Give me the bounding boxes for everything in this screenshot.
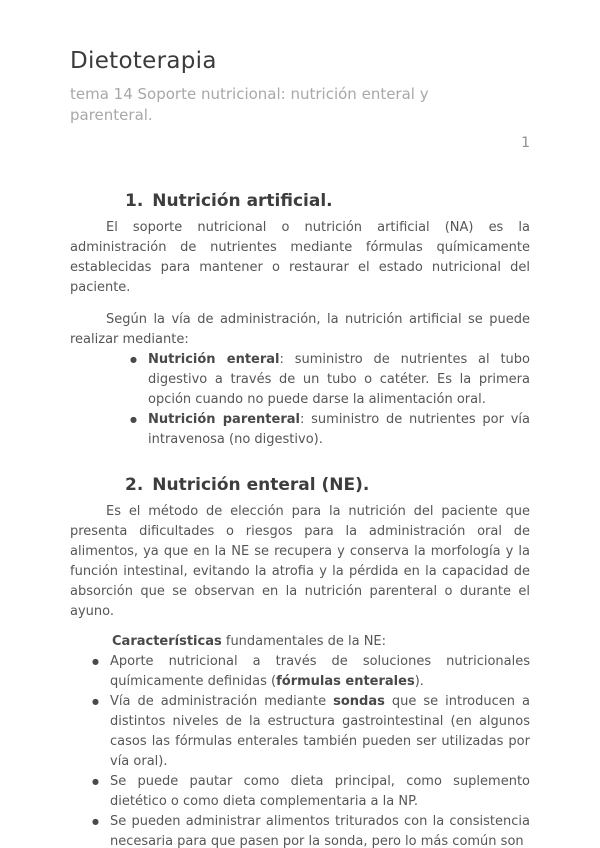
page-subtitle: tema 14 Soporte nutricional: nutrición enteral y parenteral. xyxy=(70,85,429,124)
list-item-text: ). xyxy=(414,674,424,689)
section-2-paragraph-1: Es el método de elección para la nutrición del paciente que presenta dificultades o riesgos para la administración oral de alimentos, ya que en la NE se recupera y conserva la morfología y la función intestinal, evitando la atrofia y la pérdida en la capacidad de absorción que se observan en la nutrición parenteral o durante el ayuno. xyxy=(70,504,530,619)
section-1-heading xyxy=(125,190,530,212)
list-item-text: Aporte nutricional a través de soluciones nutricionales químicamente definidas ( xyxy=(110,654,530,689)
bold-term: Nutrición enteral xyxy=(148,352,280,367)
list-item xyxy=(130,410,530,450)
section-1-bullet-list xyxy=(130,350,530,450)
list-item xyxy=(92,812,530,848)
list-item-text: : suministro de nutrientes por vía intravenosa (no digestivo). xyxy=(148,412,530,447)
bold-term: sondas xyxy=(333,694,385,709)
list-item-text: : suministro de nutrientes al tubo digestivo a través de un tubo o catéter. Es la primera opción cuando no puede darse la alimentación oral. xyxy=(148,352,530,407)
list-item-text: que se introducen a distintos niveles de la estructura gastrointestinal (en algunos casos las fórmulas enterales también pueden ser utilizadas por vía oral). xyxy=(110,694,530,769)
bold-term: Características xyxy=(112,634,222,649)
list-item xyxy=(92,692,530,772)
section-2-intro-line xyxy=(70,632,530,652)
section-1-number: 1. xyxy=(125,191,144,211)
intro-text: fundamentales de la NE: xyxy=(221,634,387,649)
list-item-text: Vía de administración mediante xyxy=(110,694,334,709)
section-2-title: Nutrición enteral (NE). xyxy=(152,475,370,495)
list-item xyxy=(92,652,530,692)
page-number: 1 xyxy=(521,135,530,151)
list-item-text: Se puede pautar como dieta principal, como suplemento dietético o como dieta complementaria a la NP. xyxy=(110,774,530,809)
page-title: Dietoterapia xyxy=(70,48,217,74)
section-2-bullet-list xyxy=(92,652,530,848)
list-item-text: Se pueden administrar alimentos triturados con la consistencia necesaria para que pasen por la sonda, pero lo más común son xyxy=(110,814,530,848)
bold-term: fórmulas enterales xyxy=(276,674,415,689)
section-1-paragraph-1: El soporte nutricional o nutrición artificial (NA) es la administración de nutrientes mediante fórmulas químicamente establecidas para mantener o restaurar el estado nutricional del paciente. xyxy=(70,220,530,295)
section-1-paragraph-2: Según la vía de administración, la nutrición artificial se puede realizar mediante: xyxy=(70,312,530,347)
bold-term: Nutrición parenteral xyxy=(148,412,300,427)
list-item xyxy=(92,772,530,812)
section-2-heading xyxy=(125,474,530,496)
list-item xyxy=(130,350,530,410)
section-2-number: 2. xyxy=(125,475,144,495)
section-1-title: Nutrición artificial. xyxy=(152,191,333,211)
